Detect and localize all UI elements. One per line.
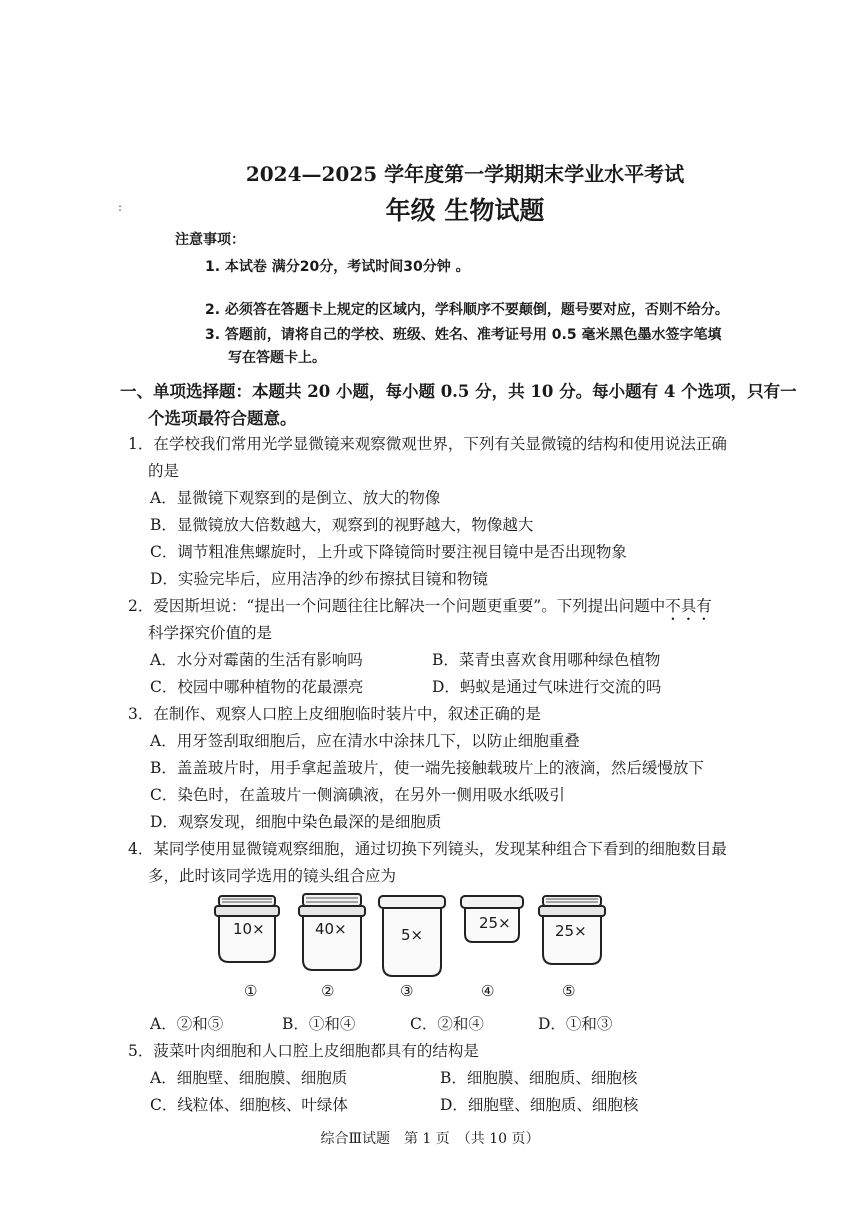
question-4-stem-cont: 多，此时该同学选用的镜头组合应为 [148, 867, 397, 885]
exam-subtitle: 年级 生物试题 [385, 196, 545, 225]
lens-4-label: 25× [479, 914, 511, 932]
question-5-option-d: D．细胞壁、细胞质、细胞核 [440, 1096, 639, 1114]
question-1-stem: 1．在学校我们常用光学显微镜来观察微观世界，下列有关显微镜的结构和使用说法正确 [128, 435, 727, 453]
scan-speck: : [118, 200, 123, 214]
question-2-option-c: C．校园中哪种植物的花最漂亮 [150, 678, 364, 696]
question-4-option-a: A．②和⑤ [150, 1015, 224, 1033]
lens-5-label: 25× [555, 922, 587, 940]
lens-3-label: 5× [401, 926, 424, 944]
question-5-option-c: C．线粒体、细胞核、叶绿体 [150, 1096, 348, 1114]
question-5-option-a: A．细胞壁、细胞膜、细胞质 [150, 1069, 348, 1087]
note-item-2: 2. 必须答在答题卡上规定的区域内，学科顺序不要颠倒，题号要对应，否则不给分。 [205, 302, 729, 318]
note-item-3-cont: 写在答题卡上。 [228, 350, 326, 366]
question-2-option-b: B．菜青虫喜欢食用哪种绿色植物 [432, 651, 661, 669]
lens-3-number: ③ [400, 982, 414, 1000]
question-5-stem: 5．菠菜叶肉细胞和人口腔上皮细胞都具有的结构是 [128, 1042, 479, 1060]
question-2-option-a: A．水分对霉菌的生活有影响吗 [150, 651, 363, 669]
exam-title: 2024—2025 学年度第一学期期末学业水平考试 [245, 162, 685, 186]
question-1-stem-cont: 的是 [148, 462, 180, 480]
lens-5-number: ⑤ [562, 982, 576, 1000]
section-heading-cont: 个选项最符合题意。 [148, 409, 297, 428]
question-2-option-d: D．蚂蚁是通过气味进行交流的吗 [432, 678, 662, 696]
page-footer: 综合Ⅲ试题 第 1 页 （共 10 页） [320, 1131, 540, 1147]
question-3-option-b: B．盖盖玻片时，用手拿起盖玻片，使一端先接触载玻片上的液滴，然后缓慢放下 [150, 759, 704, 777]
question-2-stem-text: 2．爱因斯坦说：“提出一个问题往往比解决一个问题更重要”。下列提出问题中 [128, 597, 666, 615]
question-3-option-a: A．用牙签刮取细胞后，应在清水中涂抹几下，以防止细胞重叠 [150, 732, 580, 750]
question-4-option-c: C．②和④ [410, 1015, 484, 1033]
question-5-option-b: B．细胞膜、细胞质、细胞核 [440, 1069, 638, 1087]
lens-4-number: ④ [481, 982, 495, 1000]
note-item-1: 1. 本试卷 满分20分，考试时间30分钟 。 [205, 259, 470, 275]
question-1-option-c: C．调节粗准焦螺旋时，上升或下降镜筒时要注视目镜中是否出现物象 [150, 543, 627, 561]
question-3-stem: 3．在制作、观察人口腔上皮细胞临时装片中，叙述正确的是 [128, 705, 541, 723]
lens-1-number: ① [244, 982, 258, 1000]
question-4-option-d: D．①和③ [538, 1015, 613, 1033]
question-4-stem: 4．某同学使用显微镜观察细胞，通过切换下列镜头，发现某种组合下看到的细胞数目最 [128, 840, 727, 858]
question-2-emphasis: 不具有 [665, 597, 712, 615]
question-2-stem [128, 594, 712, 624]
question-4-option-b: B．①和④ [282, 1015, 356, 1033]
question-2-stem-cont: 科学探究价值的是 [148, 624, 273, 642]
note-item-3: 3. 答题前，请将自己的学校、班级、姓名、准考证号用 0.5 毫米黑色墨水签字笔填 [205, 327, 722, 343]
section-heading: 一、单项选择题：本题共 20 小题，每小题 0.5 分，共 10 分。每小题有 4 个选项，只有一 [120, 382, 797, 401]
notes-heading: 注意事项： [175, 232, 245, 248]
lens-2-label: 40× [315, 920, 347, 938]
question-3-option-c: C．染色时，在盖玻片一侧滴碘液，在另外一侧用吸水纸吸引 [150, 786, 565, 804]
question-1-option-a: A．显微镜下观察到的是倒立、放大的物像 [150, 489, 441, 507]
question-1-option-d: D．实验完毕后，应用洁净的纱布擦拭目镜和物镜 [150, 570, 488, 588]
lens-1-label: 10× [233, 920, 265, 938]
question-3-option-d: D．观察发现，细胞中染色最深的是细胞质 [150, 813, 442, 831]
lens-2-number: ② [321, 982, 335, 1000]
question-1-option-b: B．显微镜放大倍数越大，观察到的视野越大，物像越大 [150, 516, 534, 534]
